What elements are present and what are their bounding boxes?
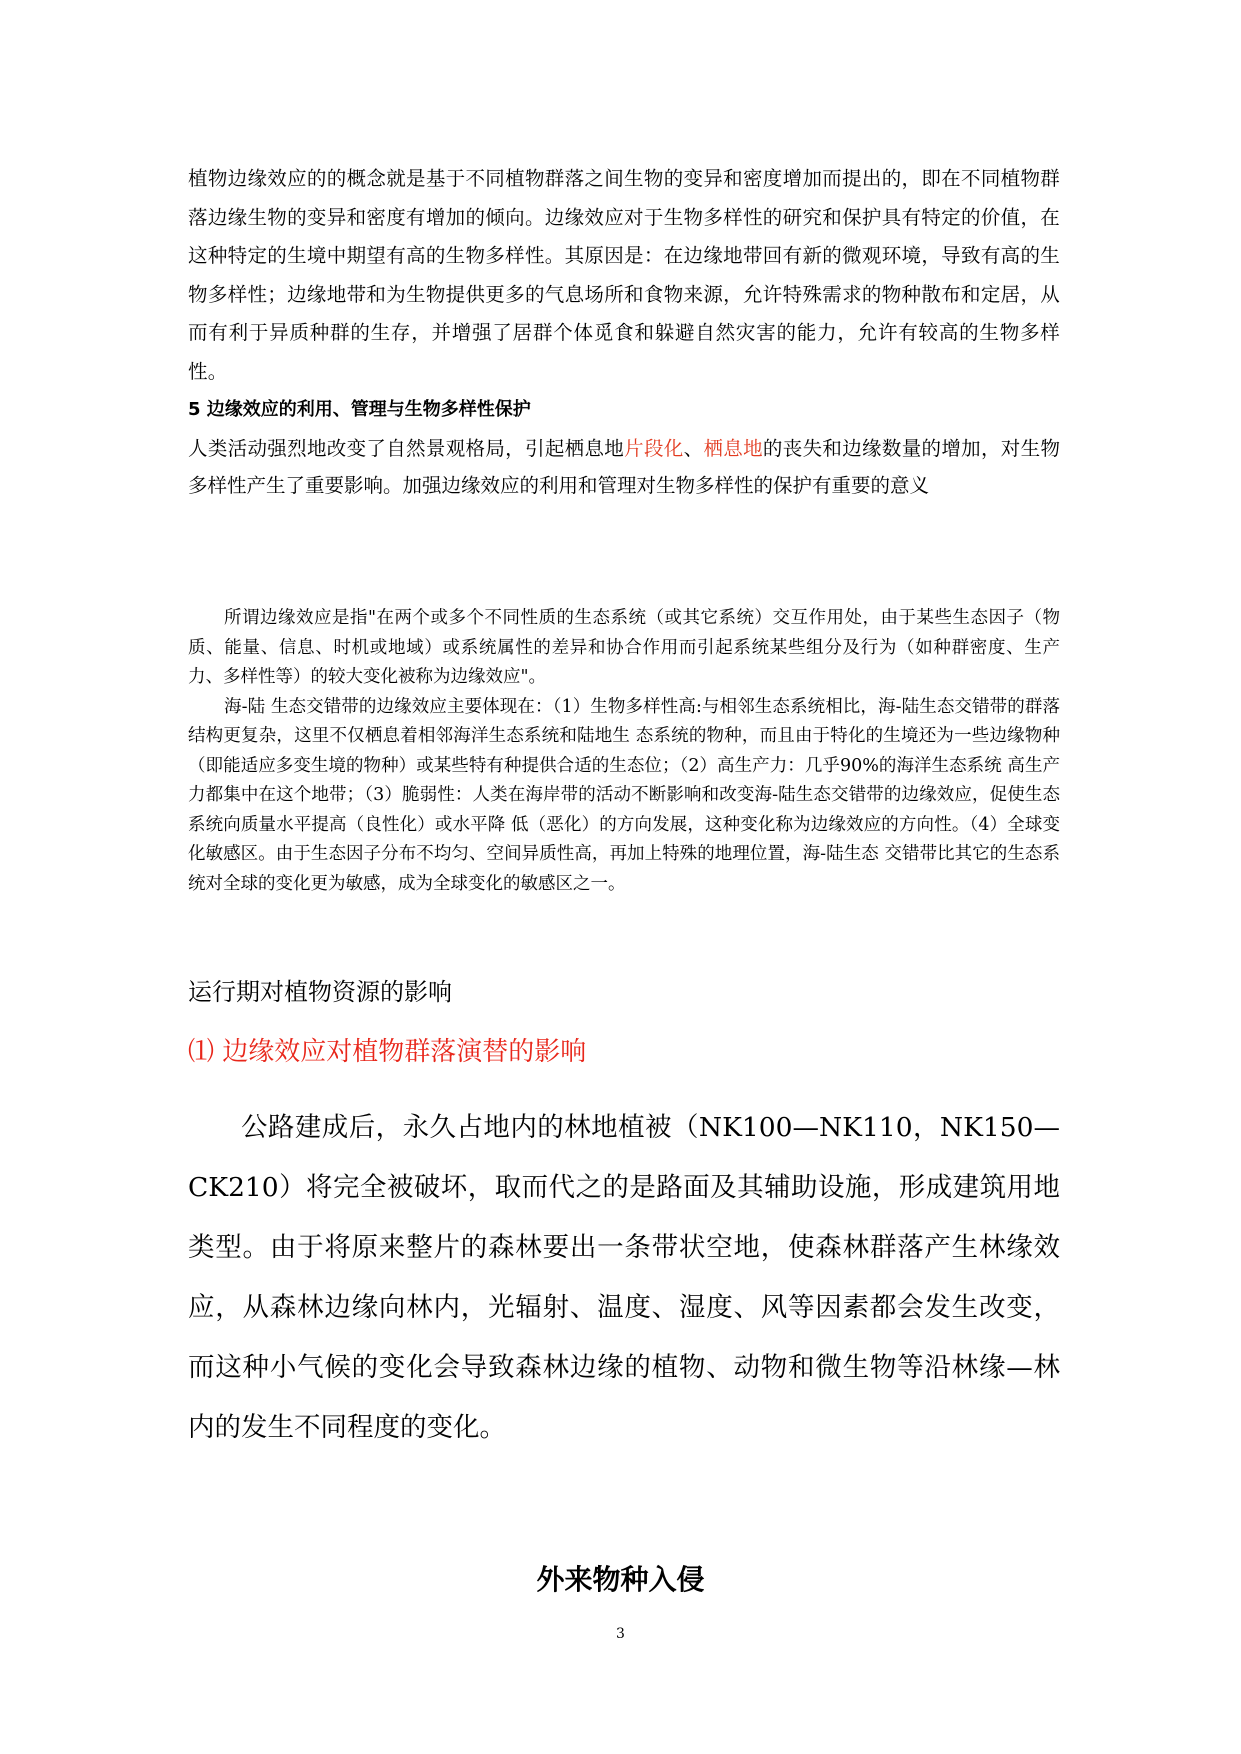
para2-text-start: 人类活动强烈地改变了自然景观格局，引起栖息地 xyxy=(188,437,625,460)
section-heading-5: 5 边缘效应的利用、管理与生物多样性保护 xyxy=(188,399,531,420)
section-title-invasive-species: 外来物种入侵 xyxy=(536,1563,705,1596)
link-habitat[interactable]: 栖息地 xyxy=(703,437,763,460)
para2-separator: 、 xyxy=(683,437,704,460)
heading-operation-impact: 运行期对植物资源的影响 xyxy=(188,978,452,1006)
highway-impact-section xyxy=(188,1098,1060,1458)
paragraph-plant-edge-effect: 植物边缘效应的的概念就是基于不同植物群落之间生物的变异和密度增加而提出的，即在不同植物群落边缘生物的变异和密度有增加的倾向。边缘效应对于生物多样性的研究和保护具有特定的价值，在这种特定的生境中期望有高的生物多样性。其原因是：在边缘地带回有新的微观环境，导致有高的生物多样性；边缘地带和为生物提供更多的气息场所和食物来源，允许特殊需求的物种散布和定居，从而有利于异质种群的生存，并增强了居群个体觅食和躲避自然灾害的能力，允许有较高的生物多样性。 xyxy=(188,167,1060,383)
paragraph-human-activity xyxy=(188,430,1060,504)
page-number: 3 xyxy=(616,1626,625,1642)
paragraph-definition: 所谓边缘效应是指"在两个或多个不同性质的生态系统（或其它系统）交互作用处，由于某些生态因子（物 质、能量、信息、时机或地域）或系统属性的差异和协合作用而引起系统某些组分及行为（如种群密度、生产力、多样性等）的较大变化被称为边缘效应"。 xyxy=(188,608,1060,687)
link-fragmentation[interactable]: 片段化 xyxy=(624,437,684,460)
paragraph-sea-land-ecotone: 海-陆 生态交错带的边缘效应主要体现在：（1）生物多样性高:与相邻生态系统相比，海-陆生态交错带的群落结构更复杂，这里不仅栖息着相邻海洋生态系统和陆地生 态系统的物种，而且由于特化的生境还为一些边缘物种（即能适应多变生境的物种）或某些特有种提供合适的生态位；（2）高生产力：几乎90%的海洋生态系统 高生产力都集中在这个地带；（3）脆弱性：人类在海岸带的活动不断影响和改变海-陆生态交错带的边缘效应，促使生态系统向质量水平提高（良性化）或水平降 低（恶化）的方向发展，这种变化称为边缘效应的方向性。（4）全球变化敏感区。由于生态因子分布不均匀、空间异质性高，再加上特殊的地理位置，海-陆生态 交错带比其它的生态系统对全球的变化更为敏感，成为全球变化的敏感区之一。 xyxy=(188,696,1060,894)
heading-edge-effect-succession: ⑴ 边缘效应对植物群落演替的影响 xyxy=(188,1037,587,1067)
para2-text-end: 的丧失和边缘数量的增加，对生物多样性产生了重要影响。加强边缘效应的利用和管理对生物多样性的保护有重要的意义 xyxy=(188,437,1060,497)
paragraph-highway-construction: 公路建成后，永久占地内的林地植被（NK100—NK110，NK150—CK210）将完全被破坏，取而代之的是路面及其辅助设施，形成建筑用地类型。由于将原来整片的森林要出一条带状空地，使森林群落产生林缘效应，从森林边缘向林内，光辐射、温度、湿度、风等因素都会发生改变，而这种小气候的变化会导致森林边缘的植物、动物和微生物等沿林缘—林内的发生不同程度的变化。 xyxy=(188,1112,1060,1443)
edge-effect-definition-section xyxy=(188,604,1060,899)
